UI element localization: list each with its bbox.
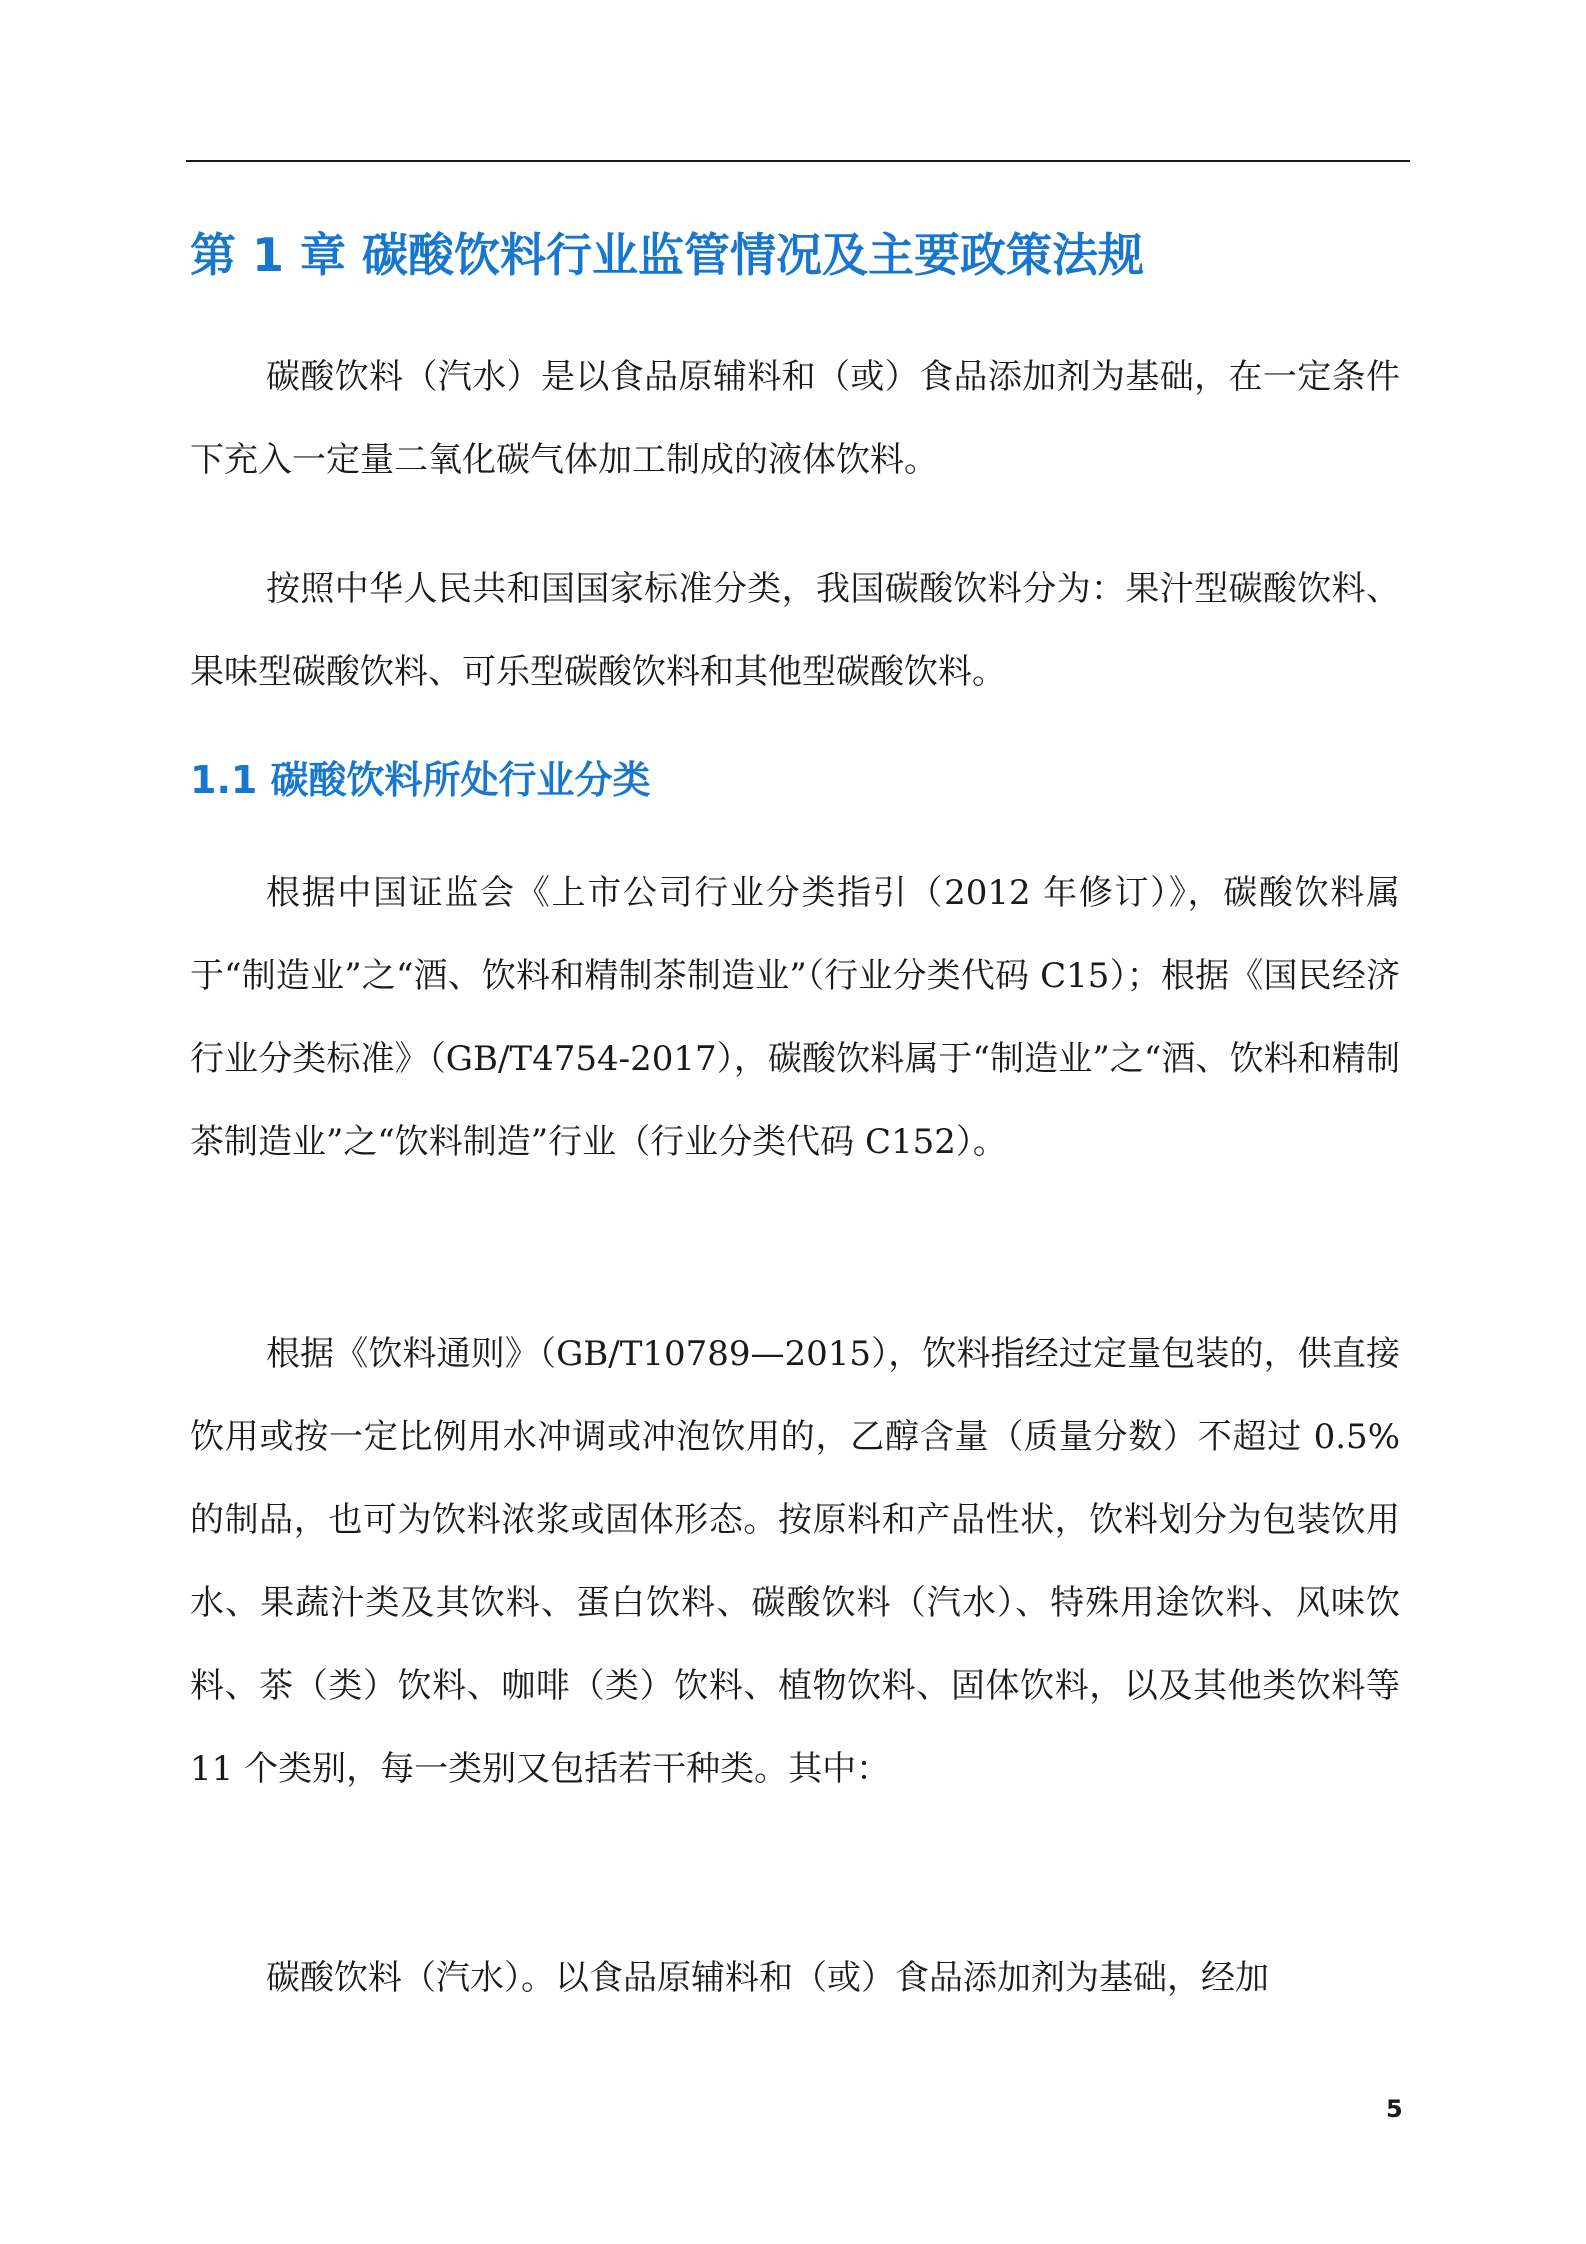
chapter-title: 第 1 章 碳酸饮料行业监管情况及主要政策法规 xyxy=(190,228,1145,282)
section-title: 1.1 碳酸饮料所处行业分类 xyxy=(190,758,651,802)
paragraph-carbonated-definition: 碳酸饮料（汽水）。以食品原辅料和（或）食品添加剂为基础，经加 xyxy=(266,1958,1269,1998)
page-number: 5 xyxy=(1386,2095,1403,2123)
paragraph-industry-category: 根据中国证监会《上市公司行业分类指引（2012 年修订）》，碳酸饮料属于“制造业”之“酒、饮料和精制茶制造业”（行业分类代码 C15）；根据《国民经济行业分类标准》（GB/T4754-2017），碳酸饮料属于“制造业”之“酒、饮料和精制茶制造业”之“饮料制造”行业（行业分类代码 C152）。 xyxy=(190,873,1400,1162)
header-rule xyxy=(186,160,1410,162)
paragraph-definition: 碳酸饮料（汽水）是以食品原辅料和（或）食品添加剂为基础，在一定条件下充入一定量二氧化碳气体加工制成的液体饮料。 xyxy=(190,357,1400,480)
paragraph-classification: 按照中华人民共和国国家标准分类，我国碳酸饮料分为：果汁型碳酸饮料、果味型碳酸饮料、可乐型碳酸饮料和其他型碳酸饮料。 xyxy=(190,569,1400,692)
paragraph-beverage-standard: 根据《饮料通则》（GB/T10789—2015），饮料指经过定量包装的，供直接饮用或按一定比例用水冲调或冲泡饮用的，乙醇含量（质量分数）不超过 0.5%的制品，也可为饮料浓浆或固体形态。按原料和产品性状，饮料划分为包装饮用水、果蔬汁类及其饮料、蛋白饮料、碳酸饮料（汽水）、特殊用途饮料、风味饮料、茶（类）饮料、咖啡（类）饮料、植物饮料、固体饮料，以及其他类饮料等 11 个类别，每一类别又包括若干种类。其中： xyxy=(190,1334,1400,1789)
